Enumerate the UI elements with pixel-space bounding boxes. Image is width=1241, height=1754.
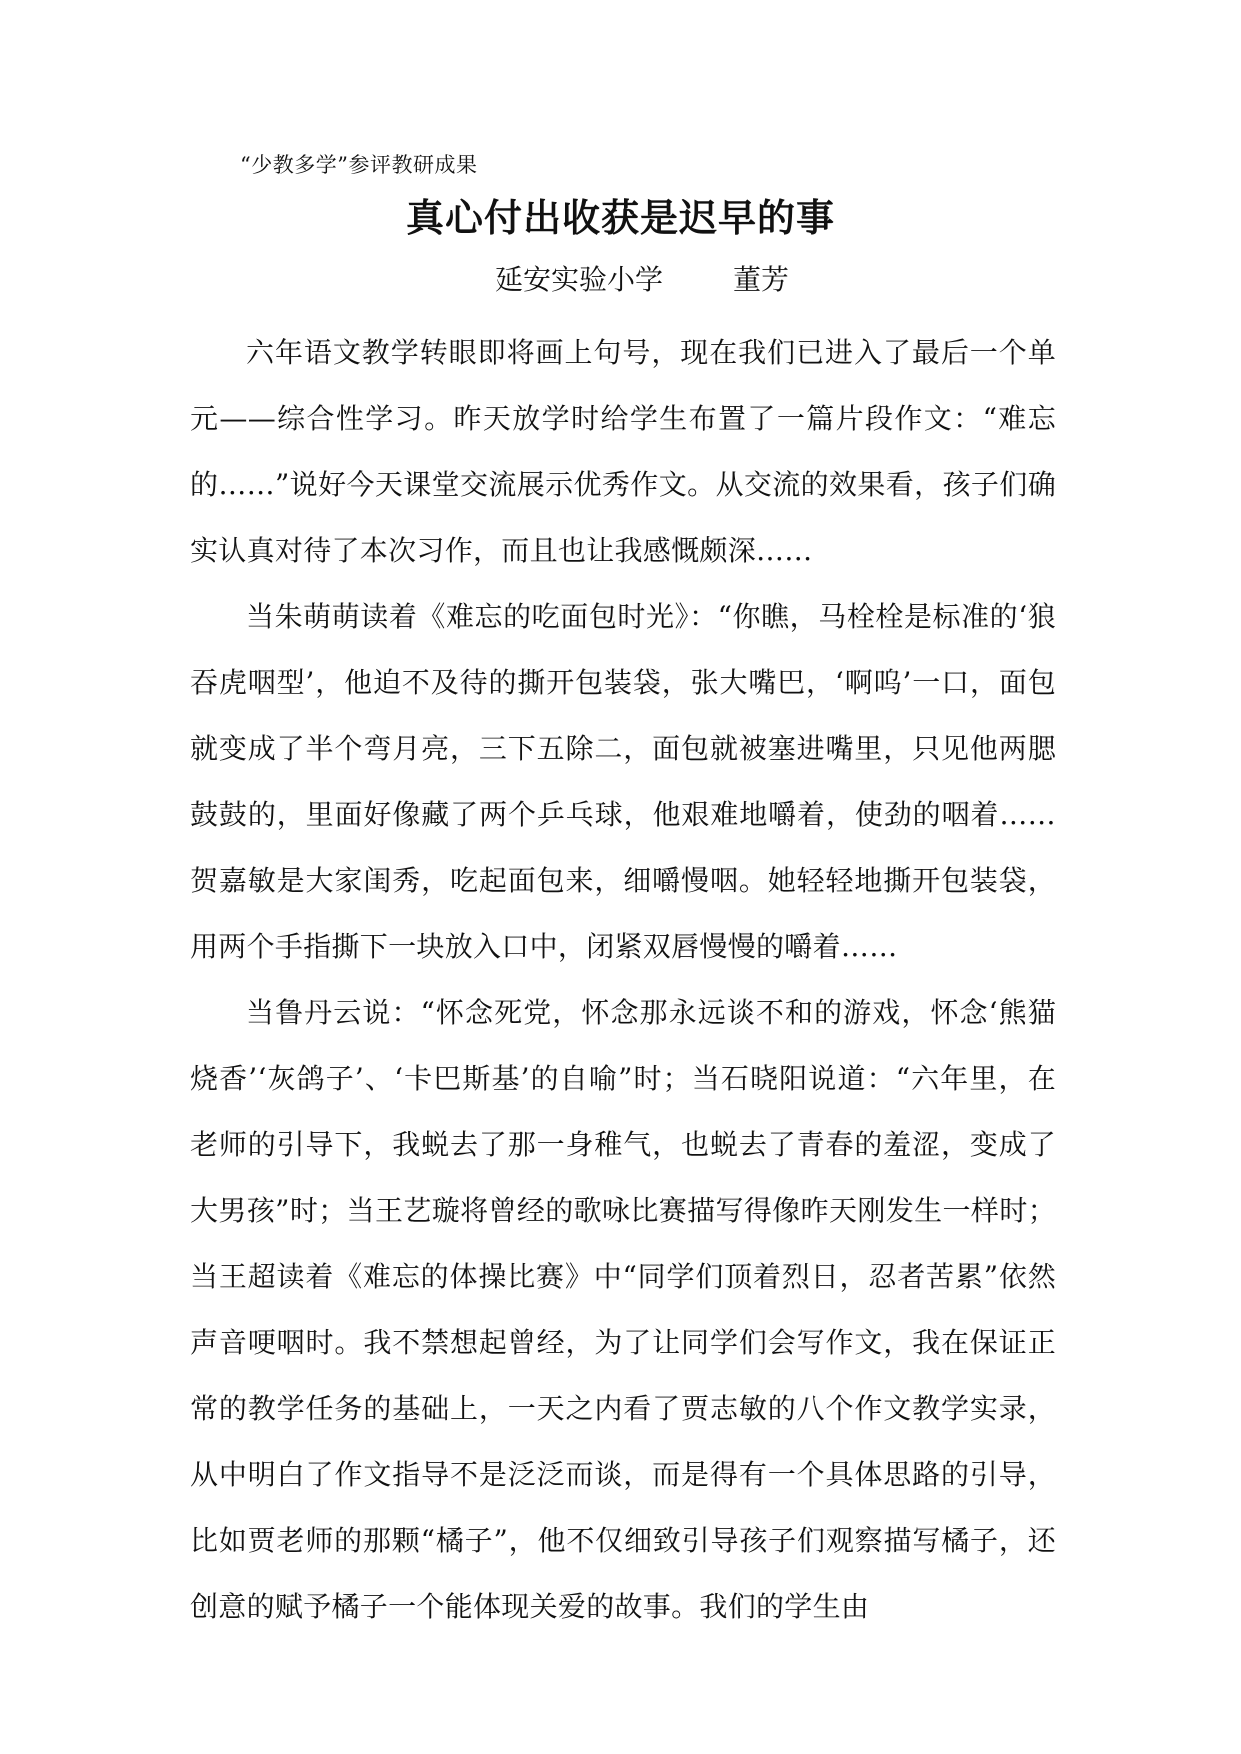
document-body (190, 320, 1056, 1640)
header-note: “少教多学”参评教研成果 (240, 153, 478, 177)
paragraph: 当朱萌萌读着《难忘的吃面包时光》：“你瞧，马栓栓是标准的‘狼吞虎咽型’，他迫不及待的撕开包装袋，张大嘴巴，‘啊呜’一口，面包就变成了半个弯月亮，三下五除二，面包就被塞进嘴里，只见他两腮鼓鼓的，里面好像藏了两个乒乓球，他艰难地嚼着，使劲的咽着……贺嘉敏是大家闺秀，吃起面包来，细嚼慢咽。她轻轻地撕开包装袋，用两个手指撕下一块放入口中，闭紧双唇慢慢的嚼着…… (190, 600, 1056, 963)
byline-author: 董芳 (733, 263, 790, 296)
paragraph: 六年语文教学转眼即将画上句号，现在我们已进入了最后一个单元——综合性学习。昨天放学时给学生布置了一篇片段作文：“难忘的……”说好今天课堂交流展示优秀作文。从交流的效果看，孩子们确实认真对待了本次习作，而且也让我感慨颇深…… (190, 336, 1056, 567)
document-title: 真心付出收获是迟早的事 (405, 195, 835, 240)
byline-school: 延安实验小学 (495, 263, 664, 296)
byline (495, 258, 789, 302)
paragraph: 当鲁丹云说：“怀念死党，怀念那永远谈不和的游戏，怀念‘熊猫烧香’‘灰鸽子’、‘卡巴斯基’的自喻”时；当石晓阳说道：“六年里，在老师的引导下，我蜕去了那一身稚气，也蜕去了青春的羞涩，变成了大男孩”时；当王艺璇将曾经的歌咏比赛描写得像昨天刚发生一样时；当王超读着《难忘的体操比赛》中“同学们顶着烈日，忍者苦累”依然声音哽咽时。我不禁想起曾经，为了让同学们会写作文，我在保证正常的教学任务的基础上，一天之内看了贾志敏的八个作文教学实录，从中明白了作文指导不是泛泛而谈，而是得有一个具体思路的引导，比如贾老师的那颗“橘子”，他不仅细致引导孩子们观察描写橘子，还创意的赋予橘子一个能体现关爱的故事。我们的学生由 (190, 996, 1056, 1623)
